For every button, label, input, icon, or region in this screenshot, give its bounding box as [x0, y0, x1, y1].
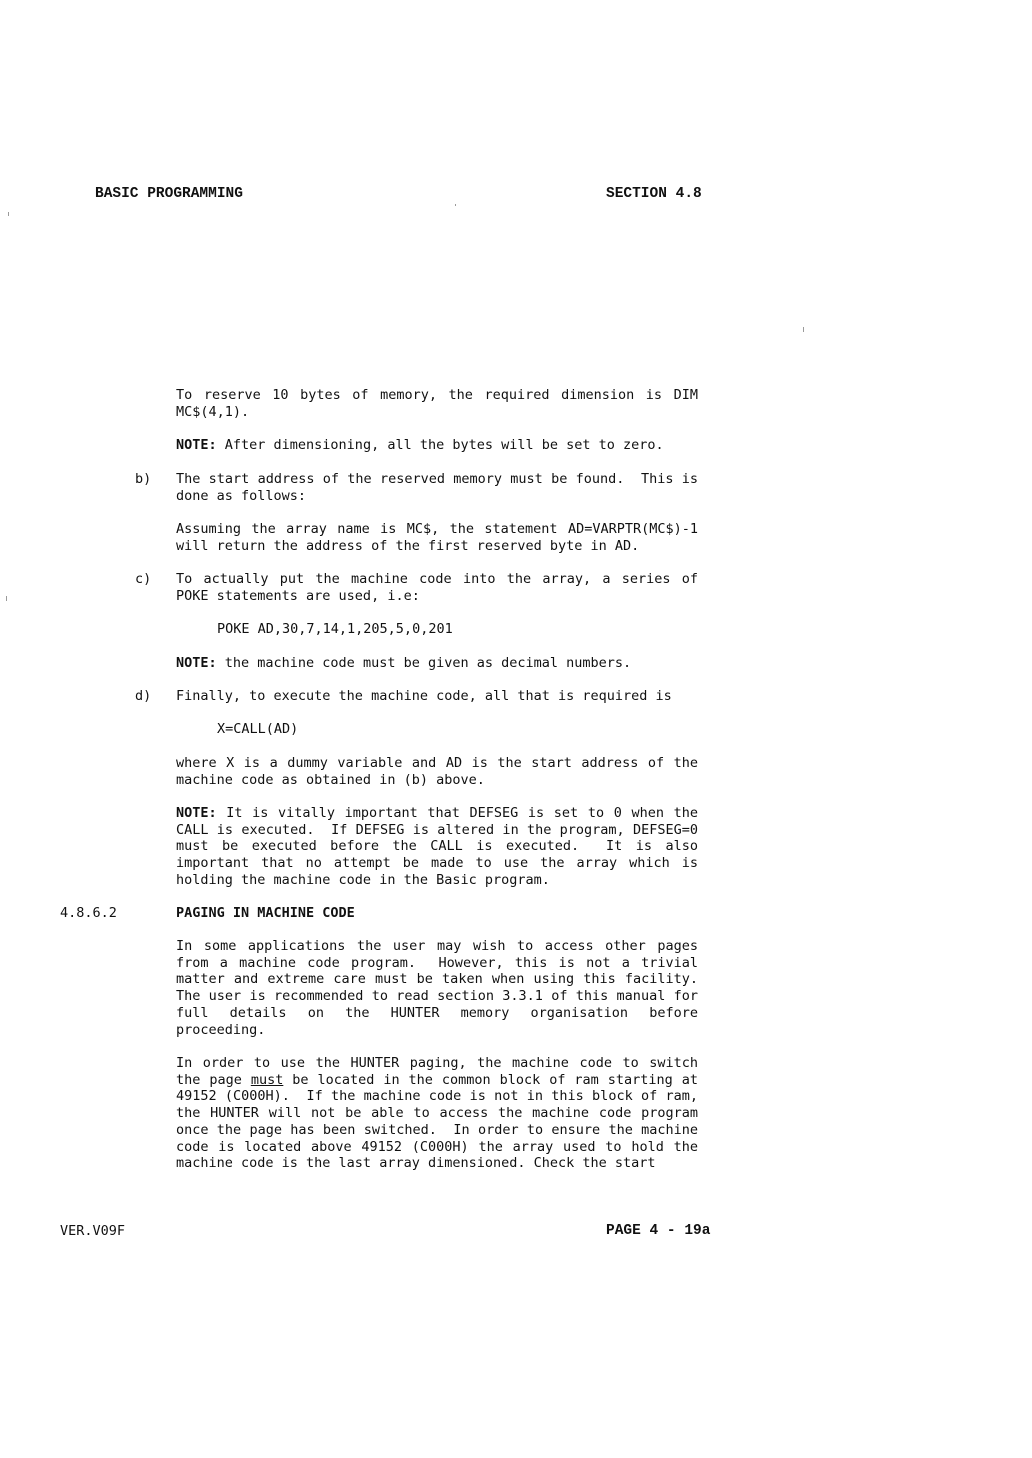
note-decimal	[176, 655, 698, 672]
item-b-label: b)	[135, 471, 152, 487]
text-line: must be executed before the CALL is executed. It is also	[176, 838, 698, 855]
text-line: The user is recommended to read section 3.3.1 of this manual for	[176, 988, 698, 1005]
paragraph-reserve	[176, 387, 698, 420]
text-line: will return the address of the first reserved byte in AD.	[176, 537, 640, 554]
section-number: 4.8.6.2	[60, 905, 117, 921]
text-line: To actually put the machine code into the array, a series of	[176, 571, 698, 587]
item-b-text	[176, 471, 698, 504]
poke-code: POKE AD,30,7,14,1,205,5,0,201	[217, 621, 453, 637]
note-text: the machine code must be given as decimal numbers.	[216, 655, 632, 671]
text-line: matter and extreme care must be taken when using this facility.	[176, 971, 698, 988]
item-b-sub	[176, 521, 698, 554]
note-text: It is vitally important that DEFSEG is set to 0 when the	[216, 805, 698, 821]
scan-speck	[803, 327, 804, 332]
item-d-after	[176, 755, 698, 788]
footer-version: VER.V09F	[60, 1223, 126, 1239]
text-line: holding the machine code in the Basic program.	[176, 871, 550, 888]
text-line: important that no attempt be made to use the array which is	[176, 855, 698, 872]
header-section: SECTION 4.8	[606, 186, 702, 202]
scan-speck	[8, 212, 9, 216]
text-line: POKE statements are used, i.e:	[176, 587, 420, 604]
text-line: the HUNTER will not be able to access the machine code program	[176, 1105, 698, 1122]
emphasis-must: must	[250, 1071, 284, 1088]
item-d-label: d)	[135, 688, 152, 704]
text-line: 49152 (C000H). If the machine code is not in this block of ram,	[176, 1088, 698, 1105]
text-fragment: the page	[176, 1071, 251, 1088]
note-defseg	[176, 805, 698, 889]
item-c-label: c)	[135, 571, 152, 587]
text-line: machine code as obtained in (b) above.	[176, 771, 485, 788]
text-line: from a machine code program. However, this is not a trivial	[176, 954, 698, 971]
text-line: Finally, to execute the machine code, all that is required is	[176, 688, 672, 704]
text-line: To reserve 10 bytes of memory, the required dimension is DIM	[176, 387, 698, 403]
text-line: full details on the HUNTER memory organisation before	[176, 1004, 698, 1021]
call-code: X=CALL(AD)	[217, 721, 299, 737]
text-fragment: be located in the common block of ram starting at	[283, 1071, 698, 1088]
note-dimensioning	[176, 437, 698, 454]
paragraph-paging	[176, 938, 698, 1038]
item-c-text	[176, 571, 698, 604]
text-line: CALL is executed. If DEFSEG is altered in the program, DEFSEG=0	[176, 821, 698, 838]
text-line: proceeding.	[176, 1021, 266, 1038]
text-line: done as follows:	[176, 487, 307, 504]
text-line: In some applications the user may wish to access other pages	[176, 938, 698, 954]
text-line: Assuming the array name is MC$, the statement AD=VARPTR(MC$)-1	[176, 521, 698, 537]
section-title: PAGING IN MACHINE CODE	[176, 905, 355, 921]
text-line: where X is a dummy variable and AD is the start address of the	[176, 755, 698, 771]
note-label: NOTE:	[176, 805, 217, 821]
text-line: machine code is the last array dimensioned. Check the start	[176, 1155, 656, 1172]
note-text: After dimensioning, all the bytes will be set to zero.	[216, 437, 664, 453]
note-label: NOTE:	[176, 655, 217, 671]
item-d-text	[176, 688, 698, 705]
scan-speck	[6, 596, 7, 601]
text-line: code is located above 49152 (C000H) the array used to hold the	[176, 1138, 698, 1155]
footer-page-number: PAGE 4 - 19a	[606, 1223, 711, 1239]
text-line: In order to use the HUNTER paging, the machine code to switch	[176, 1055, 698, 1071]
text-line: The start address of the reserved memory must be found. This is	[176, 471, 698, 487]
header-title: BASIC PROGRAMMING	[95, 186, 243, 202]
paragraph-hunter-paging	[176, 1055, 698, 1172]
note-label: NOTE:	[176, 437, 217, 453]
text-line: MC$(4,1).	[176, 403, 250, 420]
text-line: once the page has been switched. In order to ensure the machine	[176, 1121, 698, 1138]
scan-speck	[455, 204, 456, 206]
